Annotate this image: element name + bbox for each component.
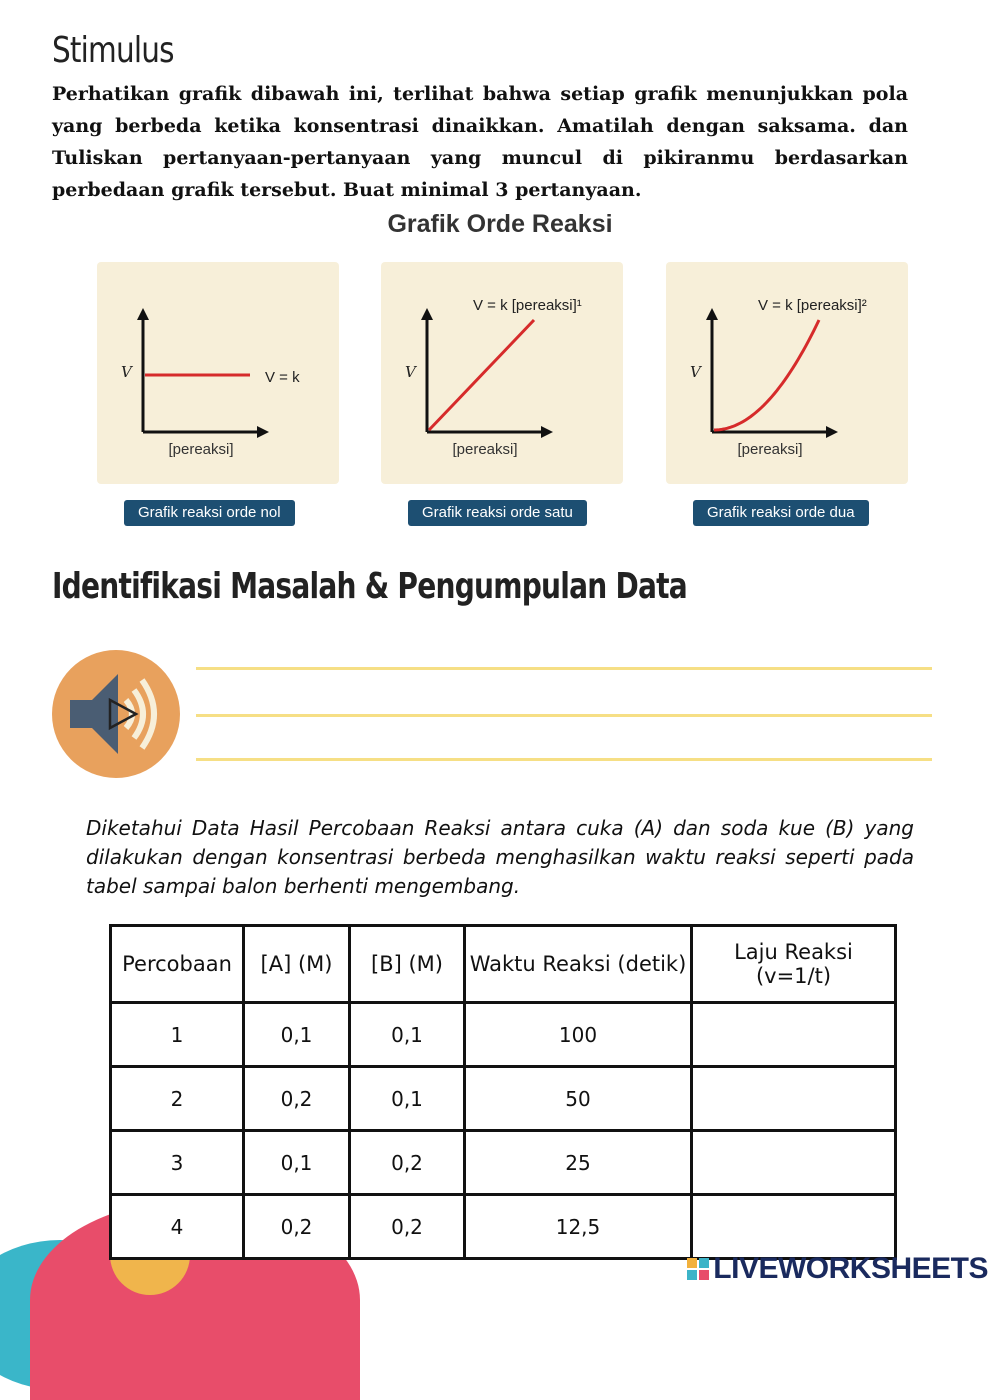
table-row bbox=[111, 1067, 896, 1131]
chart-caption-order-two: Grafik reaksi orde dua bbox=[693, 500, 869, 526]
y-axis-label: V bbox=[405, 363, 416, 381]
header-a: [A] (M) bbox=[244, 926, 350, 1003]
cell-b: 0,2 bbox=[350, 1195, 465, 1259]
logo-text: LIVEWORKSHEETS bbox=[713, 1252, 988, 1285]
graph-section-title: Grafik Orde Reaksi bbox=[387, 210, 613, 238]
cell-laju-input[interactable] bbox=[692, 1003, 896, 1067]
stimulus-text: Perhatikan grafik dibawah ini, terlihat bahwa setiap grafik menunjukkan pola yang berbeda ketika konsentrasi dinaikkan. Amatilah dengan saksama. dan Tuliskan pertanyaan-pertanyaan yang muncul di pikiranmu berdasarkan perbedaan grafik tersebut. Buat minimal 3 pertanyaan. bbox=[52, 83, 908, 201]
x-axis-arrow bbox=[541, 426, 553, 438]
series-line bbox=[429, 320, 534, 430]
cell-percobaan: 3 bbox=[111, 1131, 244, 1195]
cell-b: 0,1 bbox=[350, 1067, 465, 1131]
y-axis-arrow bbox=[137, 308, 149, 320]
cell-a: 0,2 bbox=[244, 1195, 350, 1259]
cell-waktu: 100 bbox=[465, 1003, 692, 1067]
cell-waktu: 25 bbox=[465, 1131, 692, 1195]
cell-b: 0,1 bbox=[350, 1003, 465, 1067]
section-title: Identifikasi Masalah & Pengumpulan Data bbox=[52, 566, 687, 607]
answer-line-3[interactable] bbox=[196, 758, 932, 761]
y-axis-label: V bbox=[690, 363, 701, 381]
chart-card-order-one bbox=[381, 262, 623, 484]
speaker-icon bbox=[52, 650, 180, 778]
equation-label: V = k [pereaksi]² bbox=[758, 297, 867, 314]
chart-order-zero bbox=[97, 262, 339, 484]
chart-order-two bbox=[666, 262, 908, 484]
data-table bbox=[109, 924, 897, 1260]
header-waktu: Waktu Reaksi (detik) bbox=[465, 926, 692, 1003]
header-percobaan: Percobaan bbox=[111, 926, 244, 1003]
y-axis-arrow bbox=[421, 308, 433, 320]
series-line bbox=[714, 320, 819, 430]
chart-card-order-zero bbox=[97, 262, 339, 484]
chart-order-one bbox=[381, 262, 623, 484]
cell-percobaan: 2 bbox=[111, 1067, 244, 1131]
cell-laju-input[interactable] bbox=[692, 1195, 896, 1259]
cell-a: 0,1 bbox=[244, 1003, 350, 1067]
cell-b: 0,2 bbox=[350, 1131, 465, 1195]
x-axis-arrow bbox=[257, 426, 269, 438]
chart-caption-order-zero: Grafik reaksi orde nol bbox=[124, 500, 295, 526]
header-laju: Laju Reaksi (v=1/t) bbox=[692, 926, 896, 1003]
answer-line-2[interactable] bbox=[196, 714, 932, 717]
cell-laju-input[interactable] bbox=[692, 1067, 896, 1131]
header-b: [B] (M) bbox=[350, 926, 465, 1003]
table-row bbox=[111, 1131, 896, 1195]
chart-card-order-two bbox=[666, 262, 908, 484]
cell-waktu: 12,5 bbox=[465, 1195, 692, 1259]
equation-label: V = k bbox=[265, 369, 300, 386]
stimulus-title: Stimulus bbox=[52, 30, 174, 71]
liveworksheets-logo bbox=[687, 1252, 988, 1286]
equation-label: V = k [pereaksi]¹ bbox=[473, 297, 582, 314]
x-axis-label: [pereaksi] bbox=[452, 441, 518, 458]
x-axis-label: [pereaksi] bbox=[737, 441, 803, 458]
answer-line-1[interactable] bbox=[196, 667, 932, 670]
table-row bbox=[111, 1195, 896, 1259]
cell-waktu: 50 bbox=[465, 1067, 692, 1131]
chart-caption-order-one: Grafik reaksi orde satu bbox=[408, 500, 587, 526]
audio-play-button[interactable] bbox=[52, 650, 180, 778]
cell-a: 0,1 bbox=[244, 1131, 350, 1195]
cell-percobaan: 1 bbox=[111, 1003, 244, 1067]
cell-a: 0,2 bbox=[244, 1067, 350, 1131]
x-axis-arrow bbox=[826, 426, 838, 438]
x-axis-label: [pereaksi] bbox=[168, 441, 234, 458]
y-axis-arrow bbox=[706, 308, 718, 320]
table-header-row bbox=[111, 926, 896, 1003]
table-row bbox=[111, 1003, 896, 1067]
data-paragraph: Diketahui Data Hasil Percobaan Reaksi antara cuka (A) dan soda kue (B) yang dilakukan dengan konsentrasi berbeda menghasilkan waktu reaksi seperti pada tabel sampai balon berhenti mengembang. bbox=[86, 816, 914, 898]
logo-icon bbox=[687, 1258, 709, 1280]
y-axis-label: V bbox=[121, 363, 132, 381]
cell-percobaan: 4 bbox=[111, 1195, 244, 1259]
cell-laju-input[interactable] bbox=[692, 1131, 896, 1195]
